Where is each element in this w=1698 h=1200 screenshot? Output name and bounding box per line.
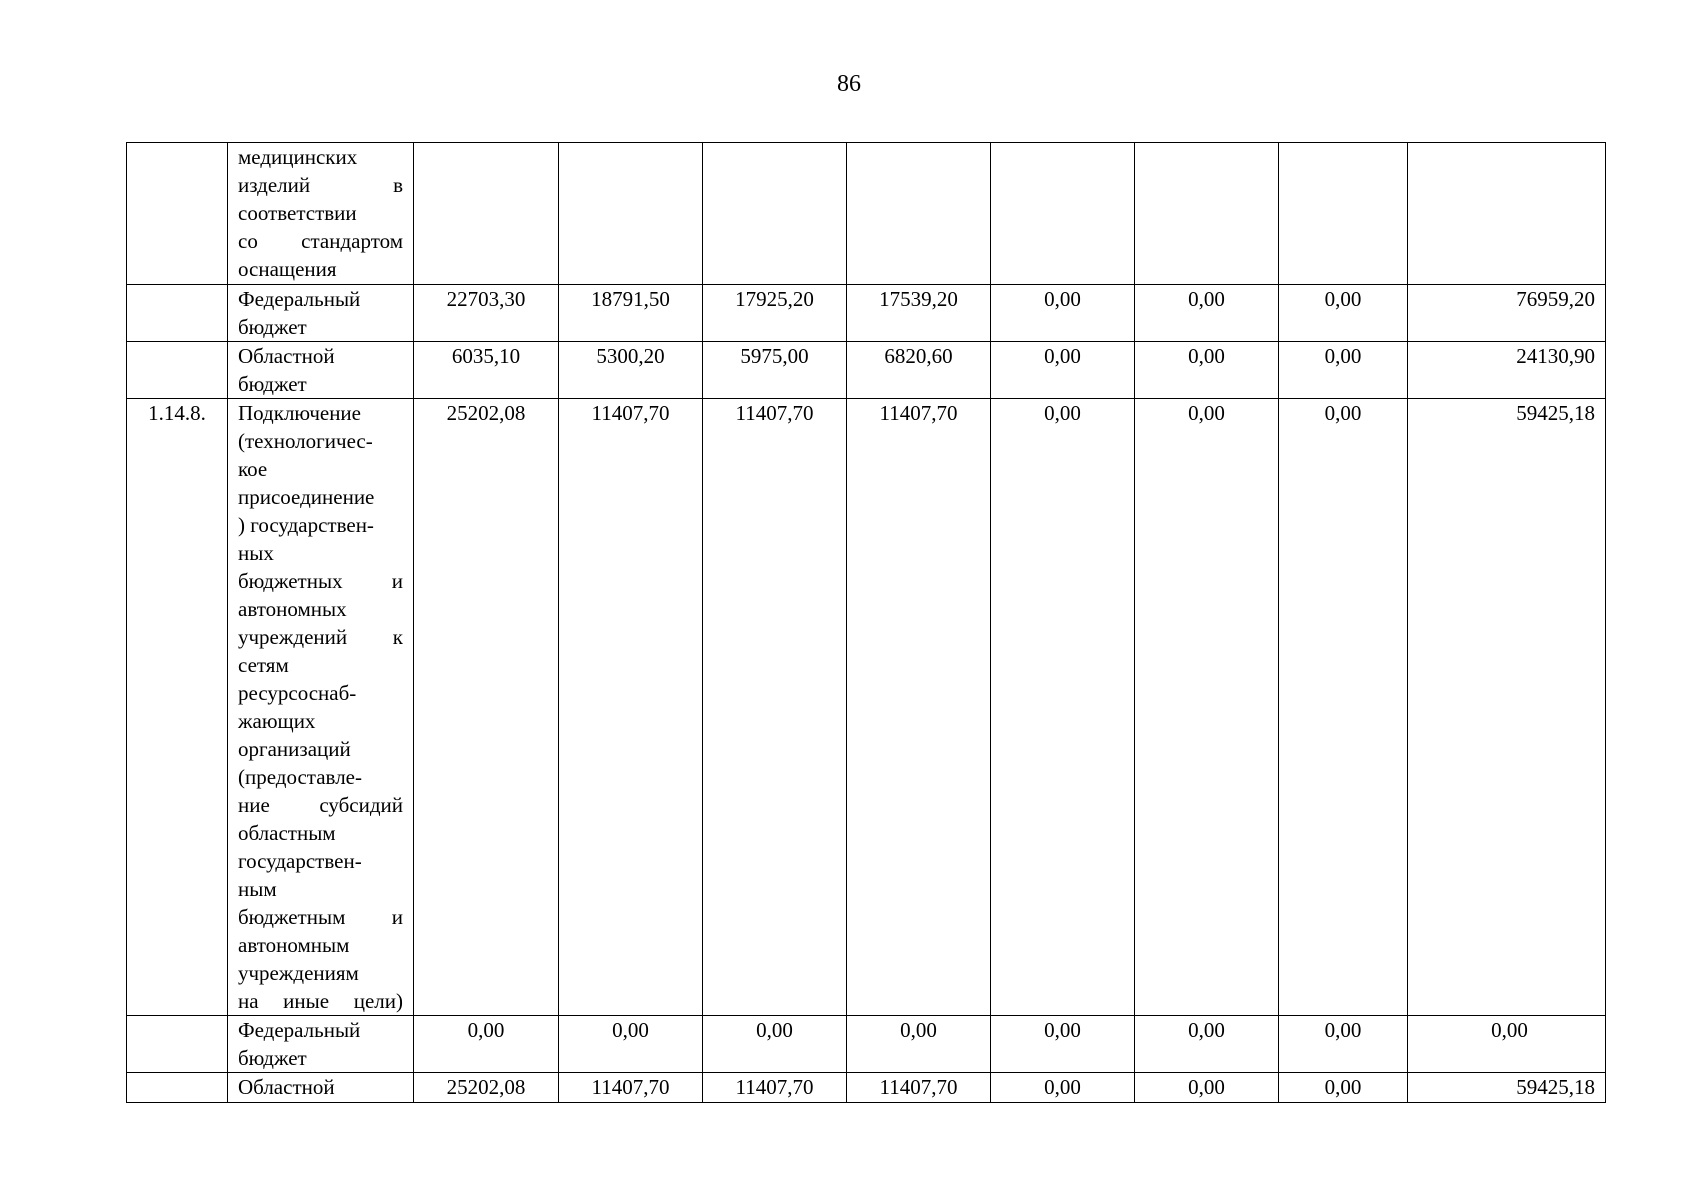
row-name-line: учреждений к	[238, 625, 403, 649]
row-value-cell: 6820,60	[847, 342, 991, 399]
row-value-cell: 0,00	[559, 1016, 703, 1073]
row-name-cell	[228, 1073, 414, 1103]
row-total-cell: 0,00	[1408, 1016, 1606, 1073]
row-value-cell: 0,00	[991, 342, 1135, 399]
row-value-cell: 5300,20	[559, 342, 703, 399]
row-code-cell	[127, 342, 228, 399]
row-value-cell: 17539,20	[847, 285, 991, 342]
table-body	[127, 143, 1606, 1103]
row-name-line: организаций	[238, 737, 351, 761]
row-total-cell: 59425,18	[1408, 399, 1606, 1016]
row-name-line: Областной	[238, 1075, 335, 1099]
row-code-cell	[127, 285, 228, 342]
row-name-cell	[228, 143, 414, 285]
row-value-cell: 0,00	[1135, 1016, 1279, 1073]
row-code-cell	[127, 1016, 228, 1073]
row-name-line: бюджет	[238, 315, 307, 339]
table-row	[127, 342, 1606, 399]
row-name-line: автономных	[238, 597, 347, 621]
row-name-line: ние субсидий	[238, 793, 403, 817]
row-value-cell: 22703,30	[414, 285, 559, 342]
row-name-line: ресурсоснаб-	[238, 681, 357, 705]
row-name-line: жающих	[238, 709, 316, 733]
row-value-cell: 0,00	[991, 285, 1135, 342]
row-name-line: медицинских	[238, 145, 358, 169]
row-name-line: Подключение	[238, 401, 361, 425]
row-value-cell: 0,00	[991, 1016, 1135, 1073]
row-name-line: присоединение	[238, 485, 375, 509]
row-value-cell: 17925,20	[703, 285, 847, 342]
row-value-cell: 11407,70	[847, 1073, 991, 1103]
table-row	[127, 399, 1606, 1016]
row-name-line: бюджет	[238, 1046, 307, 1070]
row-value-cell: 0,00	[1279, 285, 1408, 342]
row-value-cell: 0,00	[703, 1016, 847, 1073]
row-value-cell	[703, 143, 847, 285]
row-value-cell: 11407,70	[559, 1073, 703, 1103]
row-value-cell: 11407,70	[847, 399, 991, 1016]
row-name-line: соответствии	[238, 201, 357, 225]
row-name-line: Федеральный	[238, 287, 361, 311]
row-value-cell	[991, 143, 1135, 285]
row-value-cell: 0,00	[1135, 285, 1279, 342]
row-name-line: учреждениям	[238, 961, 359, 985]
row-name-line: (технологичес-	[238, 429, 373, 453]
row-value-cell: 0,00	[1279, 1073, 1408, 1103]
row-total-cell: 59425,18	[1408, 1073, 1606, 1103]
row-code-cell	[127, 143, 228, 285]
row-total-cell: 76959,20	[1408, 285, 1606, 342]
row-name-line: (предоставле-	[238, 765, 362, 789]
row-name-line: сетям	[238, 653, 289, 677]
row-value-cell: 0,00	[1135, 399, 1279, 1016]
row-code-cell: 1.14.8.	[127, 399, 228, 1016]
row-name-cell	[228, 285, 414, 342]
row-value-cell: 25202,08	[414, 1073, 559, 1103]
row-value-cell	[1135, 143, 1279, 285]
row-value-cell: 11407,70	[559, 399, 703, 1016]
row-value-cell	[559, 143, 703, 285]
row-value-cell	[847, 143, 991, 285]
row-code-cell	[127, 1073, 228, 1103]
table-row	[127, 1016, 1606, 1073]
row-value-cell	[1279, 143, 1408, 285]
row-name-line: на иные цели)	[238, 989, 403, 1013]
row-value-cell: 0,00	[1279, 399, 1408, 1016]
row-name-line: Федеральный	[238, 1018, 361, 1042]
row-value-cell: 11407,70	[703, 399, 847, 1016]
row-name-line: государствен-	[238, 849, 362, 873]
row-name-cell	[228, 1016, 414, 1073]
row-name-line: автономным	[238, 933, 350, 957]
row-name-line: областным	[238, 821, 336, 845]
row-name-cell	[228, 342, 414, 399]
row-name-cell	[228, 399, 414, 1016]
table-row	[127, 143, 1606, 285]
row-name-line: ) государствен-	[238, 513, 374, 537]
row-name-line: ным	[238, 877, 277, 901]
row-name-line: Областной	[238, 344, 335, 368]
row-value-cell: 25202,08	[414, 399, 559, 1016]
row-total-cell	[1408, 143, 1606, 285]
row-name-line: бюджетных и	[238, 569, 403, 593]
row-value-cell: 0,00	[1279, 342, 1408, 399]
row-value-cell: 0,00	[991, 399, 1135, 1016]
row-name-line: со стандартом	[238, 229, 403, 253]
row-name-line: оснащения	[238, 257, 337, 281]
row-value-cell	[414, 143, 559, 285]
row-name-line: кое	[238, 457, 268, 481]
row-value-cell: 0,00	[414, 1016, 559, 1073]
row-name-line: бюджет	[238, 372, 307, 396]
row-value-cell: 6035,10	[414, 342, 559, 399]
row-name-line: бюджетным и	[238, 905, 403, 929]
table-row	[127, 1073, 1606, 1103]
page-number: 86	[837, 71, 861, 97]
row-value-cell: 0,00	[991, 1073, 1135, 1103]
budget-table	[126, 142, 1606, 1103]
row-value-cell: 5975,00	[703, 342, 847, 399]
row-value-cell: 0,00	[1279, 1016, 1408, 1073]
row-value-cell: 11407,70	[703, 1073, 847, 1103]
row-value-cell: 18791,50	[559, 285, 703, 342]
row-value-cell: 0,00	[1135, 1073, 1279, 1103]
row-total-cell: 24130,90	[1408, 342, 1606, 399]
table-row	[127, 285, 1606, 342]
row-value-cell: 0,00	[847, 1016, 991, 1073]
row-value-cell: 0,00	[1135, 342, 1279, 399]
row-name-line: изделий в	[238, 173, 403, 197]
row-name-line: ных	[238, 541, 274, 565]
